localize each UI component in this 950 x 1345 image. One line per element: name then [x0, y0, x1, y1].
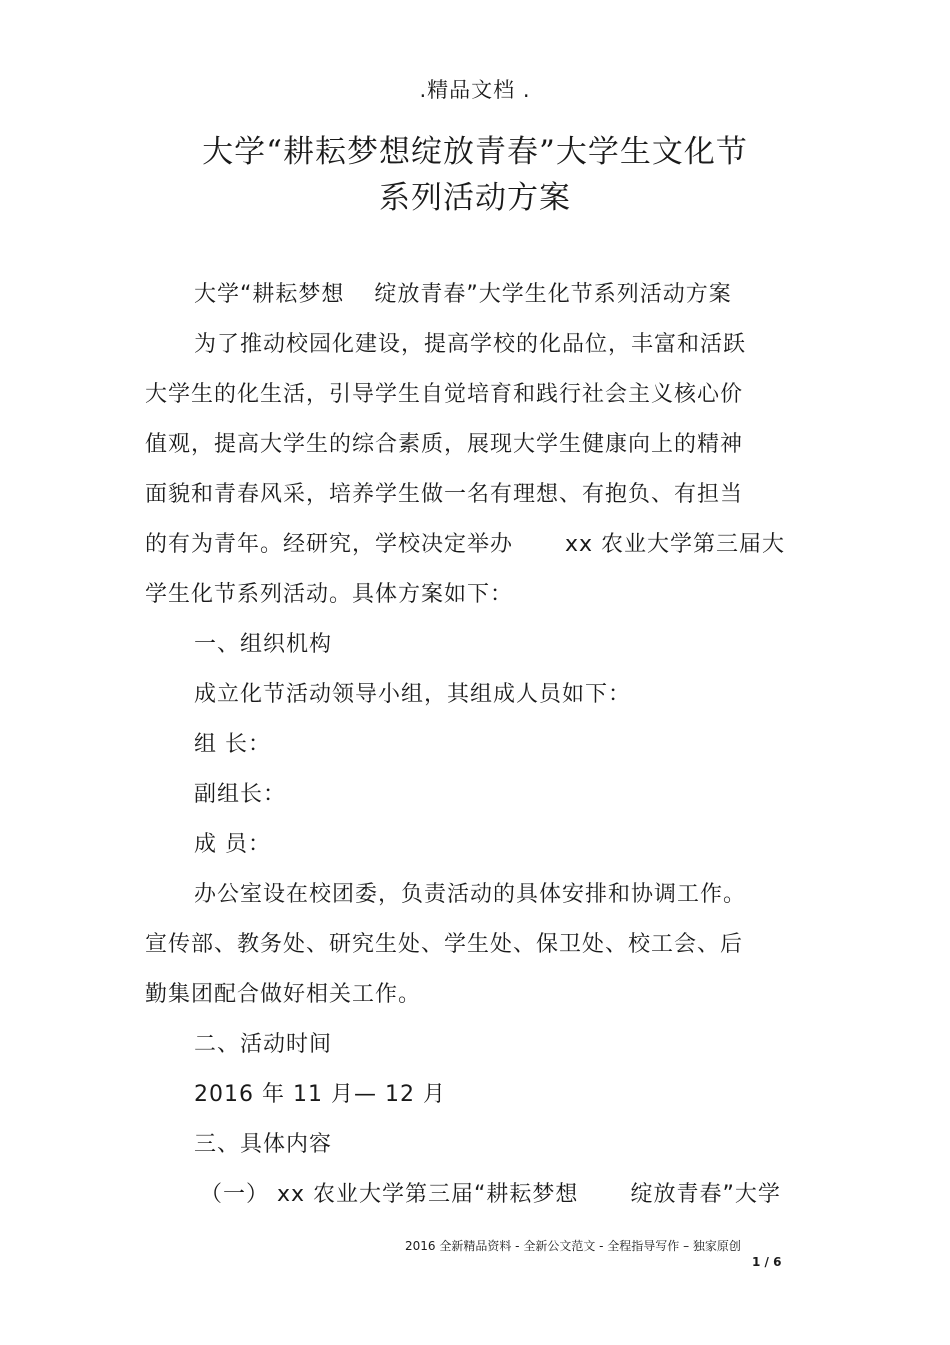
paragraph-text: xx 农业大学第三届大 [565, 532, 786, 557]
paragraph-line: 宣传部、教务处、研究生处、学生处、保卫处、校工会、后 [145, 932, 744, 957]
members-label: 成 员： [194, 832, 271, 857]
paragraph-line: 办公室设在校团委，负责活动的具体安排和协调工作。 [194, 882, 747, 907]
paragraph-line: 勤集团配合做好相关工作。 [145, 982, 422, 1007]
document-title-line-2: 系列活动方案 [379, 180, 571, 216]
document-title-line-1: 大学“耕耘梦想绽放青春”大学生文化节 [202, 134, 748, 170]
section-heading: 一、组织机构 [194, 632, 333, 657]
paragraph-text: （一） xx 农业大学第三届“耕耘梦想 [200, 1182, 579, 1207]
leader-label: 组 长： [194, 732, 271, 757]
header-watermark: .精品文档 . [419, 78, 531, 102]
activity-date: 2016 年 11 月— 12 月 [194, 1082, 446, 1107]
paragraph-line [200, 1177, 781, 1208]
paragraph-line: 为了推动校园化建设，提高学校的化品位，丰富和活跃 [194, 332, 747, 357]
paragraph-text: 绽放青春”大学生化节系列活动方案 [374, 282, 732, 307]
footer-text: 2016 全新精品资料 - 全新公文范文 - 全程指导写作 – 独家原创 [405, 1239, 741, 1253]
paragraph-line [194, 277, 732, 308]
paragraph-line: 大学生的化生活，引导学生自觉培育和践行社会主义核心价 [145, 382, 744, 407]
section-heading: 三、具体内容 [194, 1132, 333, 1157]
paragraph-line: 学生化节系列活动。具体方案如下： [145, 582, 514, 607]
deputy-leader-label: 副组长： [194, 782, 287, 807]
paragraph-text: 绽放青春”大学 [630, 1182, 781, 1207]
paragraph-line [145, 527, 785, 558]
paragraph-line: 值观，提高大学生的综合素质，展现大学生健康向上的精神 [145, 432, 744, 457]
paragraph-line: 成立化节活动领导小组，其组成人员如下： [194, 682, 632, 707]
page-number: 1 / 6 [752, 1255, 782, 1269]
paragraph-text: 的有为青年。经研究，学校决定举办 [145, 532, 514, 557]
paragraph-line: 面貌和青春风采，培养学生做一名有理想、有抱负、有担当 [145, 482, 744, 507]
section-heading: 二、活动时间 [194, 1032, 333, 1057]
paragraph-text: 大学“耕耘梦想 [194, 282, 345, 307]
